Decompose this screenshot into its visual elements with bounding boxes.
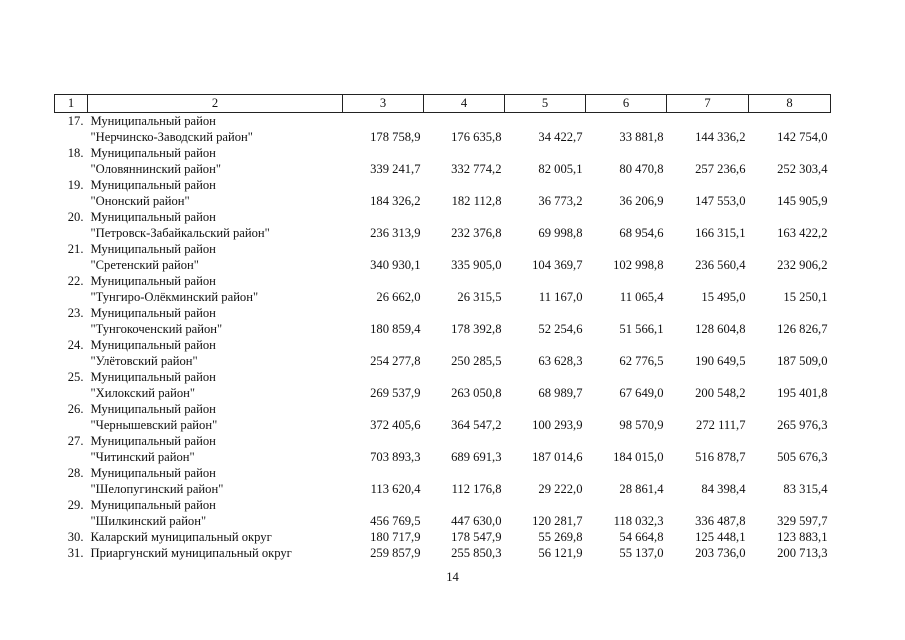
value-cell: 236 560,4 — [695, 258, 746, 272]
empty-cell — [343, 177, 424, 193]
empty-cell — [586, 337, 667, 353]
value-cell: 126 826,7 — [777, 322, 828, 336]
value-cell: 184 015,0 — [613, 450, 664, 464]
value-cell: 232 906,2 — [777, 258, 828, 272]
value-cell: 340 930,1 — [370, 258, 421, 272]
value-cell: 689 691,3 — [451, 450, 502, 464]
district-name: Муниципальный район — [90, 498, 216, 512]
table-row — [55, 225, 831, 241]
empty-cell — [586, 145, 667, 161]
empty-cell — [586, 273, 667, 289]
row-number: 22. — [67, 274, 84, 288]
value-cell: 26 662,0 — [376, 290, 421, 304]
empty-cell — [343, 337, 424, 353]
value-cell: 69 998,8 — [538, 226, 583, 240]
table-row — [55, 433, 831, 449]
value-cell: 190 649,5 — [695, 354, 746, 368]
value-cell: 68 989,7 — [538, 386, 583, 400]
empty-cell — [424, 305, 505, 321]
empty-cell — [343, 305, 424, 321]
value-cell: 84 398,4 — [701, 482, 746, 496]
empty-cell — [505, 241, 586, 257]
value-cell: 372 405,6 — [370, 418, 421, 432]
value-cell: 252 303,4 — [777, 162, 828, 176]
value-cell: 163 422,2 — [777, 226, 828, 240]
empty-cell — [505, 113, 586, 130]
value-cell: 335 905,0 — [451, 258, 502, 272]
empty-cell — [667, 113, 749, 130]
value-cell: 516 878,7 — [695, 450, 746, 464]
empty-cell — [55, 513, 88, 529]
empty-cell — [667, 465, 749, 481]
district-name-quoted: "Читинский район" — [90, 450, 195, 464]
empty-cell — [667, 433, 749, 449]
header-cell: 1 — [55, 95, 88, 113]
value-cell: 176 635,8 — [451, 130, 502, 144]
empty-cell — [505, 369, 586, 385]
value-cell: 263 050,8 — [451, 386, 502, 400]
value-cell: 15 250,1 — [783, 290, 828, 304]
value-cell: 33 881,8 — [619, 130, 664, 144]
empty-cell — [343, 273, 424, 289]
empty-cell — [505, 305, 586, 321]
table-row — [55, 513, 831, 529]
empty-cell — [55, 129, 88, 145]
value-cell: 329 597,7 — [777, 514, 828, 528]
district-name: Муниципальный район — [90, 146, 216, 160]
value-cell: 339 241,7 — [370, 162, 421, 176]
empty-cell — [667, 209, 749, 225]
budget-table — [54, 94, 831, 561]
value-cell: 232 376,8 — [451, 226, 502, 240]
row-number: 23. — [67, 306, 84, 320]
value-cell: 145 905,9 — [777, 194, 828, 208]
header-cell: 2 — [88, 95, 343, 113]
value-cell: 118 032,3 — [613, 514, 664, 528]
district-name-quoted: "Тунгиро-Олёкминский район" — [90, 290, 259, 304]
table-row — [55, 193, 831, 209]
district-name-quoted: "Нерчинско-Заводский район" — [90, 130, 253, 144]
row-number: 31. — [67, 546, 84, 560]
empty-cell — [749, 497, 831, 513]
empty-cell — [505, 273, 586, 289]
value-cell: 180 859,4 — [370, 322, 421, 336]
empty-cell — [667, 241, 749, 257]
empty-cell — [505, 209, 586, 225]
value-cell: 52 254,6 — [538, 322, 583, 336]
empty-cell — [667, 145, 749, 161]
value-cell: 128 604,8 — [695, 322, 746, 336]
value-cell: 203 736,0 — [695, 546, 746, 560]
table-row — [55, 545, 831, 561]
empty-cell — [505, 337, 586, 353]
value-cell: 180 717,9 — [370, 530, 421, 544]
table-row — [55, 273, 831, 289]
value-cell: 178 392,8 — [451, 322, 502, 336]
empty-cell — [749, 113, 831, 130]
value-cell: 125 448,1 — [695, 530, 746, 544]
empty-cell — [586, 177, 667, 193]
district-name: Муниципальный район — [90, 370, 216, 384]
table-row — [55, 113, 831, 130]
table-row — [55, 353, 831, 369]
district-name: Муниципальный район — [90, 306, 216, 320]
empty-cell — [586, 209, 667, 225]
value-cell: 68 954,6 — [619, 226, 664, 240]
table-row — [55, 529, 831, 545]
value-cell: 259 857,9 — [370, 546, 421, 560]
table-row — [55, 129, 831, 145]
value-cell: 63 628,3 — [538, 354, 583, 368]
table-row — [55, 305, 831, 321]
empty-cell — [749, 305, 831, 321]
empty-cell — [343, 497, 424, 513]
value-cell: 703 893,3 — [370, 450, 421, 464]
value-cell: 187 509,0 — [777, 354, 828, 368]
value-cell: 236 313,9 — [370, 226, 421, 240]
value-cell: 62 776,5 — [619, 354, 664, 368]
empty-cell — [55, 161, 88, 177]
value-cell: 250 285,5 — [451, 354, 502, 368]
district-name: Муниципальный район — [90, 466, 216, 480]
value-cell: 336 487,8 — [695, 514, 746, 528]
empty-cell — [424, 209, 505, 225]
value-cell: 26 315,5 — [457, 290, 502, 304]
empty-cell — [667, 337, 749, 353]
row-number: 19. — [67, 178, 84, 192]
value-cell: 104 369,7 — [532, 258, 583, 272]
value-cell: 100 293,9 — [532, 418, 583, 432]
empty-cell — [343, 113, 424, 130]
empty-cell — [505, 497, 586, 513]
table-row — [55, 417, 831, 433]
empty-cell — [586, 497, 667, 513]
value-cell: 144 336,2 — [695, 130, 746, 144]
value-cell: 113 620,4 — [370, 482, 421, 496]
table-row — [55, 289, 831, 305]
empty-cell — [667, 177, 749, 193]
table-row — [55, 465, 831, 481]
row-number: 20. — [67, 210, 84, 224]
empty-cell — [749, 177, 831, 193]
row-number: 18. — [67, 146, 84, 160]
empty-cell — [424, 113, 505, 130]
empty-cell — [55, 449, 88, 465]
header-cell: 4 — [424, 95, 505, 113]
district-name: Муниципальный район — [90, 242, 216, 256]
empty-cell — [424, 465, 505, 481]
empty-cell — [749, 273, 831, 289]
empty-cell — [55, 385, 88, 401]
header-cell: 5 — [505, 95, 586, 113]
district-name-quoted: "Тунгокоченский район" — [90, 322, 223, 336]
empty-cell — [586, 113, 667, 130]
row-number: 28. — [67, 466, 84, 480]
value-cell: 55 269,8 — [538, 530, 583, 544]
header-cell: 7 — [667, 95, 749, 113]
value-cell: 166 315,1 — [695, 226, 746, 240]
district-name-quoted: "Ононский район" — [90, 194, 190, 208]
empty-cell — [749, 209, 831, 225]
empty-cell — [424, 241, 505, 257]
empty-cell — [586, 241, 667, 257]
value-cell: 51 566,1 — [619, 322, 664, 336]
table-body — [55, 113, 831, 562]
table-row — [55, 385, 831, 401]
value-cell: 83 315,4 — [783, 482, 828, 496]
empty-cell — [505, 401, 586, 417]
value-cell: 54 664,8 — [619, 530, 664, 544]
district-name: Муниципальный район — [90, 434, 216, 448]
value-cell: 36 773,2 — [538, 194, 583, 208]
district-name: Каларский муниципальный округ — [90, 530, 272, 544]
table-row — [55, 337, 831, 353]
empty-cell — [55, 417, 88, 433]
value-cell: 36 206,9 — [619, 194, 664, 208]
table-row — [55, 321, 831, 337]
value-cell: 80 470,8 — [619, 162, 664, 176]
empty-cell — [667, 497, 749, 513]
row-number: 24. — [67, 338, 84, 352]
value-cell: 272 111,7 — [696, 418, 746, 432]
value-cell: 55 137,0 — [619, 546, 664, 560]
district-name: Муниципальный район — [90, 178, 216, 192]
value-cell: 142 754,0 — [777, 130, 828, 144]
district-name-quoted: "Сретенский район" — [90, 258, 199, 272]
value-cell: 98 570,9 — [619, 418, 664, 432]
value-cell: 11 167,0 — [538, 290, 583, 304]
value-cell: 29 222,0 — [538, 482, 583, 496]
empty-cell — [343, 433, 424, 449]
empty-cell — [505, 465, 586, 481]
empty-cell — [667, 369, 749, 385]
value-cell: 257 236,6 — [695, 162, 746, 176]
row-number: 30. — [67, 530, 84, 544]
row-number: 25. — [67, 370, 84, 384]
empty-cell — [424, 337, 505, 353]
row-number: 27. — [67, 434, 84, 448]
row-number: 26. — [67, 402, 84, 416]
table-row — [55, 481, 831, 497]
empty-cell — [667, 273, 749, 289]
district-name: Муниципальный район — [90, 274, 216, 288]
district-name-quoted: "Шелопугинский район" — [90, 482, 224, 496]
empty-cell — [343, 401, 424, 417]
table-row — [55, 209, 831, 225]
value-cell: 28 861,4 — [619, 482, 664, 496]
value-cell: 120 281,7 — [532, 514, 583, 528]
page-number: 14 — [446, 570, 459, 584]
empty-cell — [505, 433, 586, 449]
district-name-quoted: "Шилкинский район" — [90, 514, 207, 528]
value-cell: 200 548,2 — [695, 386, 746, 400]
empty-cell — [586, 433, 667, 449]
empty-cell — [55, 225, 88, 241]
table-row — [55, 145, 831, 161]
table-row — [55, 401, 831, 417]
value-cell: 112 176,8 — [451, 482, 502, 496]
empty-cell — [343, 369, 424, 385]
empty-cell — [586, 465, 667, 481]
value-cell: 178 758,9 — [370, 130, 421, 144]
value-cell: 254 277,8 — [370, 354, 421, 368]
header-cell: 3 — [343, 95, 424, 113]
empty-cell — [749, 241, 831, 257]
district-name: Муниципальный район — [90, 114, 216, 128]
district-name: Муниципальный район — [90, 210, 216, 224]
value-cell: 82 005,1 — [538, 162, 583, 176]
table-row — [55, 161, 831, 177]
empty-cell — [55, 353, 88, 369]
empty-cell — [749, 433, 831, 449]
empty-cell — [424, 177, 505, 193]
value-cell: 195 401,8 — [777, 386, 828, 400]
empty-cell — [424, 145, 505, 161]
table-row — [55, 177, 831, 193]
header-cell: 6 — [586, 95, 667, 113]
empty-cell — [749, 401, 831, 417]
table-row — [55, 369, 831, 385]
value-cell: 447 630,0 — [451, 514, 502, 528]
value-cell: 11 065,4 — [619, 290, 664, 304]
value-cell: 255 850,3 — [451, 546, 502, 560]
header-row — [55, 95, 831, 113]
empty-cell — [749, 465, 831, 481]
row-number: 17. — [67, 114, 84, 128]
district-name-quoted: "Петровск-Забайкальский район" — [90, 226, 270, 240]
empty-cell — [55, 481, 88, 497]
value-cell: 269 537,9 — [370, 386, 421, 400]
empty-cell — [55, 193, 88, 209]
empty-cell — [424, 497, 505, 513]
value-cell: 332 774,2 — [451, 162, 502, 176]
table-row — [55, 449, 831, 465]
empty-cell — [505, 145, 586, 161]
empty-cell — [586, 369, 667, 385]
empty-cell — [667, 401, 749, 417]
empty-cell — [55, 321, 88, 337]
value-cell: 187 014,6 — [532, 450, 583, 464]
value-cell: 505 676,3 — [777, 450, 828, 464]
table-row — [55, 257, 831, 273]
row-number: 29. — [67, 498, 84, 512]
district-name: Муниципальный район — [90, 402, 216, 416]
row-number: 21. — [67, 242, 84, 256]
empty-cell — [586, 305, 667, 321]
value-cell: 200 713,3 — [777, 546, 828, 560]
value-cell: 56 121,9 — [538, 546, 583, 560]
value-cell: 178 547,9 — [451, 530, 502, 544]
table-row — [55, 497, 831, 513]
value-cell: 456 769,5 — [370, 514, 421, 528]
empty-cell — [55, 289, 88, 305]
empty-cell — [424, 433, 505, 449]
value-cell: 147 553,0 — [695, 194, 746, 208]
value-cell: 265 976,3 — [777, 418, 828, 432]
value-cell: 15 495,0 — [701, 290, 746, 304]
empty-cell — [424, 369, 505, 385]
value-cell: 123 883,1 — [777, 530, 828, 544]
empty-cell — [749, 145, 831, 161]
table-row — [55, 241, 831, 257]
empty-cell — [55, 257, 88, 273]
empty-cell — [749, 337, 831, 353]
value-cell: 182 112,8 — [451, 194, 502, 208]
empty-cell — [749, 369, 831, 385]
header-cell: 8 — [749, 95, 831, 113]
empty-cell — [424, 273, 505, 289]
district-name: Приаргунский муниципальный округ — [90, 546, 292, 560]
empty-cell — [667, 305, 749, 321]
empty-cell — [424, 401, 505, 417]
district-name-quoted: "Хилокский район" — [90, 386, 196, 400]
empty-cell — [586, 401, 667, 417]
empty-cell — [505, 177, 586, 193]
value-cell: 364 547,2 — [451, 418, 502, 432]
empty-cell — [343, 145, 424, 161]
district-name: Муниципальный район — [90, 338, 216, 352]
empty-cell — [343, 465, 424, 481]
district-name-quoted: "Оловяннинский район" — [90, 162, 221, 176]
value-cell: 102 998,8 — [613, 258, 664, 272]
value-cell: 34 422,7 — [538, 130, 583, 144]
value-cell: 67 649,0 — [619, 386, 664, 400]
district-name-quoted: "Чернышевский район" — [90, 418, 218, 432]
district-name-quoted: "Улётовский район" — [90, 354, 198, 368]
empty-cell — [343, 241, 424, 257]
empty-cell — [343, 209, 424, 225]
value-cell: 184 326,2 — [370, 194, 421, 208]
